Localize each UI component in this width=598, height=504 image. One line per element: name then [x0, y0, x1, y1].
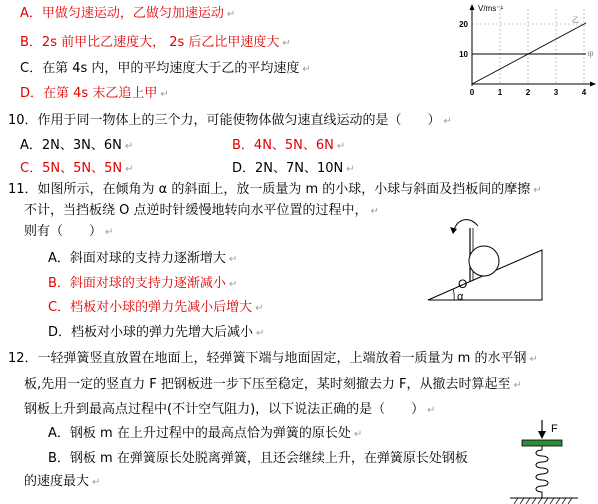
q12-option-b-continued: 的速度最大 ↵	[24, 474, 101, 489]
rotation-arrow-icon	[454, 220, 478, 230]
q10-option-b: B．4N、5N、6N ↵	[232, 138, 346, 153]
return-mark-icon: ↵	[125, 164, 134, 175]
return-mark-icon: ↵	[353, 429, 363, 440]
incline-ball-diagram	[424, 212, 552, 328]
ground-hatching	[514, 498, 572, 504]
graph-ytick-20: 20	[459, 20, 468, 29]
q12-stem-line3: 钢板上升到最高点过程中(不计空气阻力)，以下说法正确的是（ ） ↵	[24, 402, 436, 417]
graph-grid	[472, 9, 586, 84]
angle-arc	[453, 289, 454, 300]
return-mark-icon: ↵	[346, 164, 355, 175]
return-mark-icon: ↵	[336, 141, 346, 152]
q12-stem-line2: 板,先用一定的竖直力 F 把钢板进一步下压至稳定，某时刻撤去力 F，从撤去时算起至 ↵	[24, 377, 522, 392]
return-mark-icon: ↵	[124, 141, 134, 152]
graph-x-ticks	[470, 88, 587, 97]
q11-stem-line3: 则有（ ） ↵	[24, 224, 114, 239]
graph-x-arrow-icon	[590, 82, 596, 87]
graph-y-arrow-icon	[470, 4, 475, 10]
legend-yi-label: 乙	[572, 17, 579, 24]
q9-option-d: D．在第 4s 末乙追上甲 ↵	[20, 86, 169, 101]
graph-xtick-1: 1	[497, 88, 503, 97]
force-arrow-icon	[538, 431, 546, 439]
return-mark-icon: ↵	[533, 185, 542, 196]
q11-stem-line2: 不计，当挡板绕 O 点逆时针缓慢地转向水平位置的过程中， ↵	[24, 203, 379, 218]
legend-jia-label: 甲	[587, 52, 594, 59]
graph-ytick-10: 10	[459, 50, 468, 59]
q11-option-c: C．档板对小球的弹力先减小后增大 ↵	[48, 300, 264, 315]
graph-xtick-2: 2	[525, 88, 531, 97]
q11-option-b: B．斜面对球的支持力逐渐减小 ↵	[48, 276, 238, 291]
force-label-f: F	[551, 423, 558, 435]
q10-option-d: D．2N、7N、10N ↵	[232, 161, 355, 176]
return-mark-icon: ↵	[160, 89, 169, 100]
q9-option-c: C．在第 4s 内，甲的平均速度大于乙的平均速度 ↵	[20, 61, 311, 76]
spring-coil	[536, 446, 548, 498]
q11-option-a: A．斜面对球的支持力逐渐增大 ↵	[48, 251, 238, 266]
return-mark-icon: ↵	[105, 227, 114, 238]
graph-ylabel: V/ms⁻¹	[478, 4, 504, 13]
return-mark-icon: ↵	[256, 328, 265, 339]
return-mark-icon: ↵	[529, 354, 538, 365]
q9-option-a: A．甲做匀速运动，乙做匀加速运动 ↵	[20, 6, 236, 21]
return-mark-icon: ↵	[427, 405, 436, 416]
graph-xtick-3: 3	[553, 88, 559, 97]
q9-option-b: B．2s 前甲比乙速度大， 2s 后乙比甲速度大 ↵	[20, 35, 291, 50]
return-mark-icon: ↵	[370, 206, 379, 217]
return-mark-icon: ↵	[443, 116, 452, 127]
angle-label-alpha: α	[457, 291, 464, 303]
q12-option-b: B．钢板 m 在弹簧原长处脱离弹簧，且还会继续上升，在弹簧原长处钢板	[48, 451, 468, 466]
q10-option-c: C．5N、5N、5N ↵	[20, 161, 134, 176]
return-mark-icon: ↵	[228, 254, 238, 265]
return-mark-icon: ↵	[92, 477, 101, 488]
steel-plate	[522, 440, 562, 446]
return-mark-icon: ↵	[255, 303, 264, 314]
ball	[469, 246, 499, 276]
q12-stem-line1: 12．一轻弹簧竖直放置在地面上，轻弹簧下端与地面固定，上端放着一质量为 m 的水平钢 ↵	[8, 351, 538, 366]
spring-plate-diagram	[506, 418, 582, 504]
return-mark-icon: ↵	[282, 38, 291, 49]
return-mark-icon: ↵	[226, 9, 236, 20]
q12-option-a: A．钢板 m 在上升过程中的最高点恰为弹簧的原长处 ↵	[48, 426, 363, 441]
return-mark-icon: ↵	[302, 64, 311, 75]
rotation-arrowhead-icon	[450, 227, 457, 234]
graph-xtick-0: 0	[469, 88, 475, 97]
q10-stem: 10．作用于同一物体上的三个力，可能使物体做匀速直线运动的是（ ） ↵	[8, 113, 452, 128]
return-mark-icon: ↵	[228, 279, 238, 290]
q11-option-d: D．档板对小球的弹力先增大后减小 ↵	[48, 325, 265, 340]
series-yi-line	[472, 23, 586, 84]
velocity-time-graph	[458, 2, 598, 102]
return-mark-icon: ↵	[513, 380, 522, 391]
pivot-label-o: O	[458, 277, 468, 291]
graph-xtick-4: 4	[581, 88, 587, 97]
q10-option-a: A．2N、3N、6N ↵	[20, 138, 134, 153]
q11-stem-line1: 11．如图所示，在倾角为 α 的斜面上，放一质量为 m 的小球，小球与斜面及挡板间的摩擦 ↵	[8, 182, 542, 197]
